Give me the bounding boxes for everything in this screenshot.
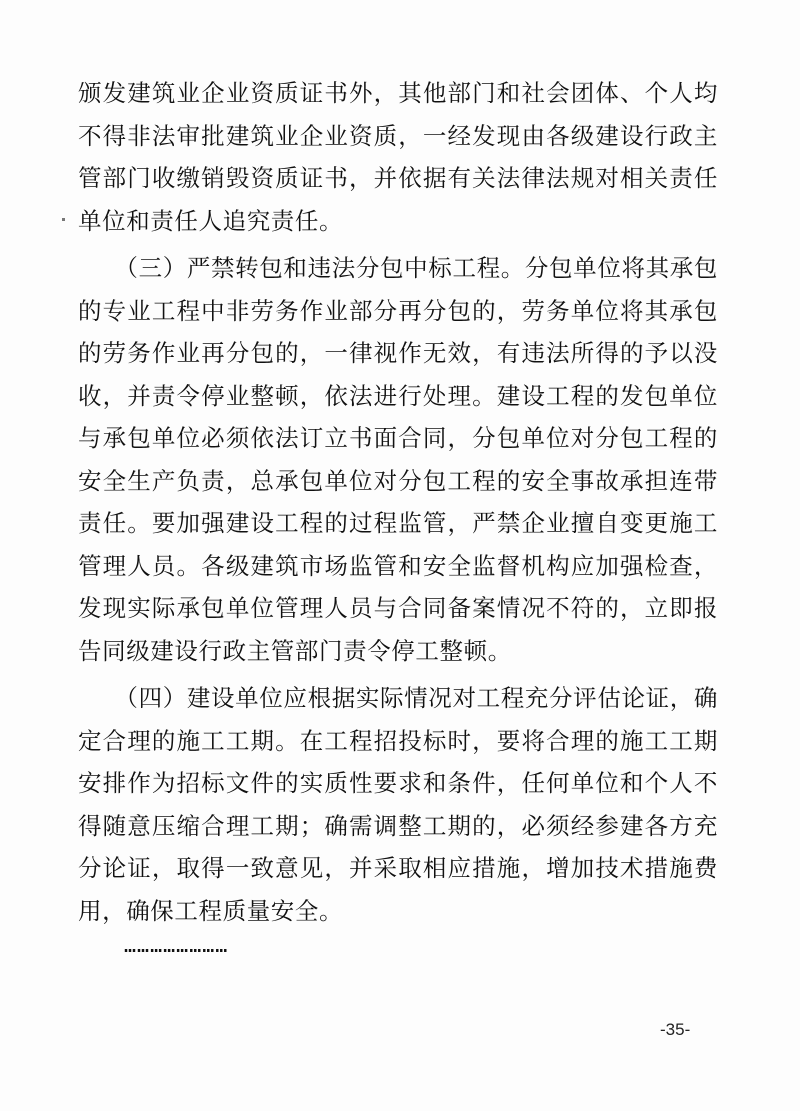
page-number: -35- — [660, 1020, 691, 1039]
paragraph-continued: 颁发建筑业企业资质证书外，其他部门和社会团体、个人均不得非法审批建筑业企业资质，一经发现由各级建设行政主管部门收缴销毁资质证书，并依据有关法律法规对相关责任单位和责任人追究责任。 — [78, 79, 718, 235]
paragraph-section-4: （四）建设单位应根据实际情况对工程充分评估论证，确定合理的施工工期。在工程招投标时，要将合理的施工工期安排作为招标文件的实质性要求和条件，任何单位和个人不得随意压缩合理工期；确需调整工期的，必须经参建各方充分论证，取得一致意见，并采取相应措施，增加技术措施费用，确保工程质量安全。 — [78, 684, 718, 925]
omission-ellipsis: …………………… — [124, 933, 229, 957]
paragraph-section-3: （三）严禁转包和违法分包中标工程。分包单位将其承包的专业工程中非劳务作业部分再分包的，劳务单位将其承包的劳务作业再分包的，一律视作无效，有违法所得的予以没收，并责令停业整顿，依法进行处理。建设工程的发包单位与承包单位必须依法订立书面合同，分包单位对分包工程的安全生产负责，总承包单位对分包工程的安全事故承担连带责任。要加强建设工程的过程监管，严禁企业擅自变更施工管理人员。各级建筑市场监管和安全监督机构应加强检查，发现实际承包单位管理人员与合同备案情况不符的，立即报告同级建设行政主管部门责令停工整顿。 — [78, 254, 718, 665]
scan-speck — [62, 218, 65, 221]
document-body — [78, 72, 718, 932]
